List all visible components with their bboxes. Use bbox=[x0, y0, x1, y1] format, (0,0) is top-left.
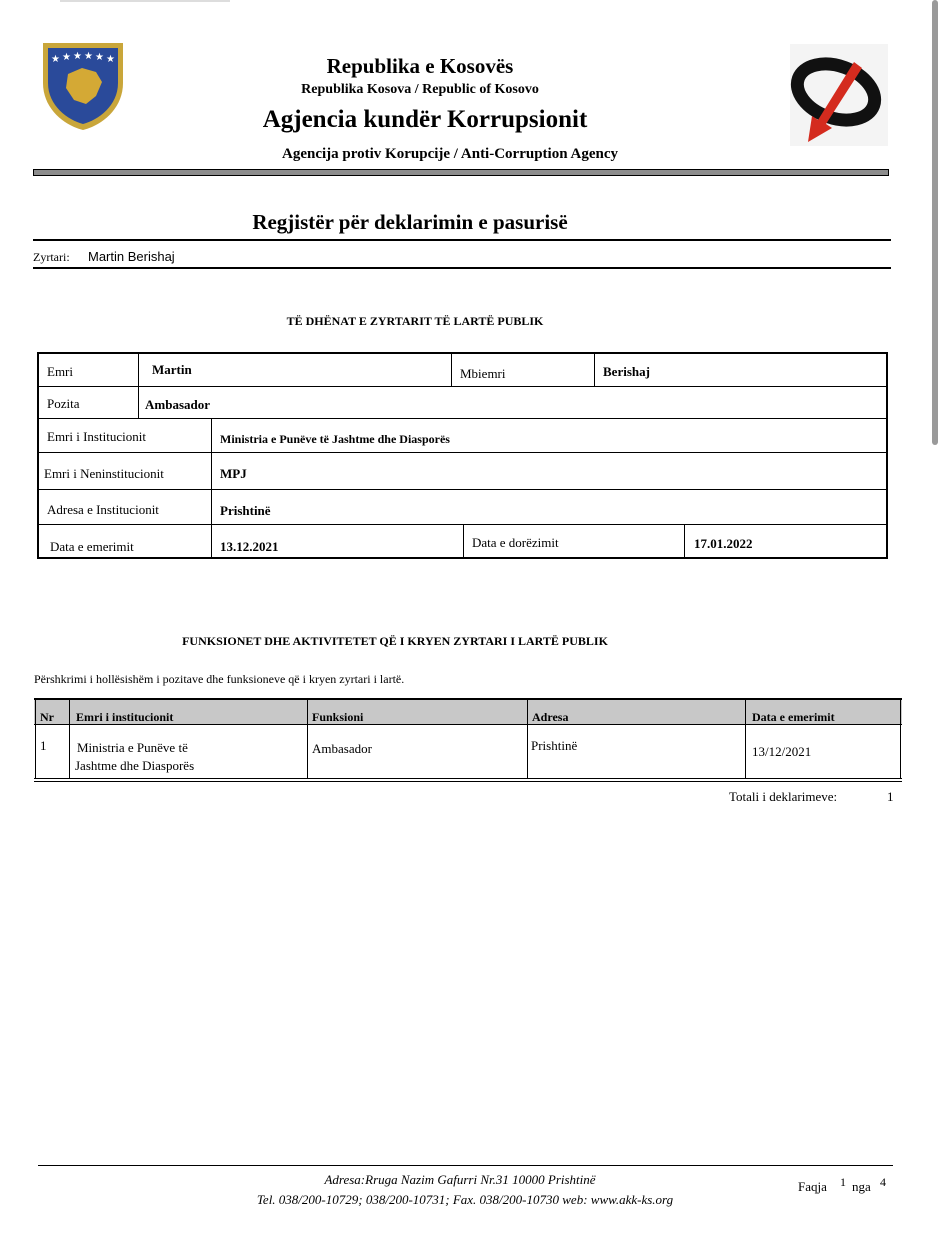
official-name: Martin Berishaj bbox=[88, 249, 175, 264]
republic-subtitle: Republika Kosova / Republic of Kosovo bbox=[301, 82, 539, 97]
address-value: Prishtinë bbox=[220, 503, 271, 518]
row-institution-line1: Ministria e Punëve të bbox=[77, 740, 188, 755]
header-rule bbox=[33, 169, 889, 176]
row-address: Prishtinë bbox=[531, 738, 578, 753]
official-rule bbox=[33, 267, 891, 269]
svg-text:★: ★ bbox=[84, 51, 93, 62]
title-rule bbox=[33, 239, 891, 241]
svg-text:★: ★ bbox=[62, 52, 71, 63]
col-date: Data e emerimit bbox=[752, 710, 835, 724]
position-label: Pozita bbox=[47, 396, 80, 411]
agency-title: Agjencia kundër Korrupsionit bbox=[262, 106, 588, 133]
footer-contacts: Tel. 038/200-10729; 038/200-10731; Fax. 038/200-10730 web: www.akk-ks.org bbox=[256, 1192, 674, 1207]
institution-value: Ministria e Punëve të Jashtme dhe Diasporës bbox=[220, 432, 450, 446]
submission-label: Data e dorëzimit bbox=[472, 535, 559, 550]
col-address: Adresa bbox=[532, 710, 569, 724]
surname-label: Mbiemri bbox=[460, 366, 506, 381]
row-date: 13/12/2021 bbox=[752, 744, 812, 759]
name-label: Emri bbox=[47, 364, 73, 379]
footer-address: Adresa:Rruga Nazim Gafurri Nr.31 10000 Prishtinë bbox=[324, 1172, 596, 1187]
svg-text:★: ★ bbox=[106, 54, 115, 65]
col-nr: Nr bbox=[40, 710, 54, 724]
col-function: Funksioni bbox=[312, 710, 364, 724]
surname-value: Berishaj bbox=[603, 364, 650, 379]
anti-corruption-logo-icon bbox=[790, 44, 888, 146]
subinstitution-value: MPJ bbox=[220, 466, 247, 481]
functions-table-bottom-rule bbox=[34, 778, 902, 782]
page-label: Faqja bbox=[798, 1179, 827, 1194]
appointment-value: 13.12.2021 bbox=[220, 539, 279, 554]
row-institution-line2: Jashtme dhe Diasporës bbox=[75, 758, 195, 773]
total-label: Totali i deklarimeve: bbox=[729, 789, 838, 804]
republic-title: Republika e Kosovës bbox=[326, 54, 514, 78]
section1-heading: TË DHËNAT E ZYRTARIT TË LARTË PUBLIK bbox=[286, 314, 544, 328]
row-nr: 1 bbox=[40, 738, 47, 753]
footer-rule bbox=[38, 1165, 893, 1166]
row-function: Ambasador bbox=[312, 741, 372, 756]
submission-value: 17.01.2022 bbox=[694, 536, 753, 551]
page-total: 4 bbox=[880, 1175, 886, 1189]
appointment-label: Data e emerimit bbox=[50, 539, 134, 554]
svg-text:★: ★ bbox=[73, 51, 82, 62]
name-value: Martin bbox=[152, 362, 192, 377]
subinstitution-label: Emri i Neninstitucionit bbox=[44, 466, 164, 481]
svg-text:★: ★ bbox=[95, 52, 104, 63]
official-label: Zyrtari: bbox=[33, 250, 70, 264]
agency-subtitle: Agencija protiv Korupcije / Anti-Corruption Agency bbox=[282, 146, 618, 162]
col-institution: Emri i institucionit bbox=[76, 710, 174, 724]
section2-heading: FUNKSIONET DHE AKTIVITETET QË I KRYEN ZYRTARI I LARTË PUBLIK bbox=[182, 634, 608, 648]
kosovo-emblem-icon bbox=[38, 38, 128, 134]
total-value: 1 bbox=[887, 789, 894, 804]
institution-label: Emri i Institucionit bbox=[47, 429, 146, 444]
document-title: Regjistër për deklarimin e pasurisë bbox=[252, 210, 568, 234]
section2-description: Përshkrimi i hollësishëm i pozitave dhe funksioneve që i kryen zyrtari i lartë. bbox=[34, 672, 405, 686]
top-edge bbox=[60, 0, 230, 2]
scrollbar-thumb[interactable] bbox=[932, 0, 938, 445]
page-number: 1 bbox=[840, 1175, 846, 1189]
address-label: Adresa e Institucionit bbox=[47, 502, 159, 517]
svg-text:★: ★ bbox=[51, 54, 60, 65]
page-of-label: nga bbox=[852, 1179, 871, 1194]
position-value: Ambasador bbox=[145, 397, 211, 412]
